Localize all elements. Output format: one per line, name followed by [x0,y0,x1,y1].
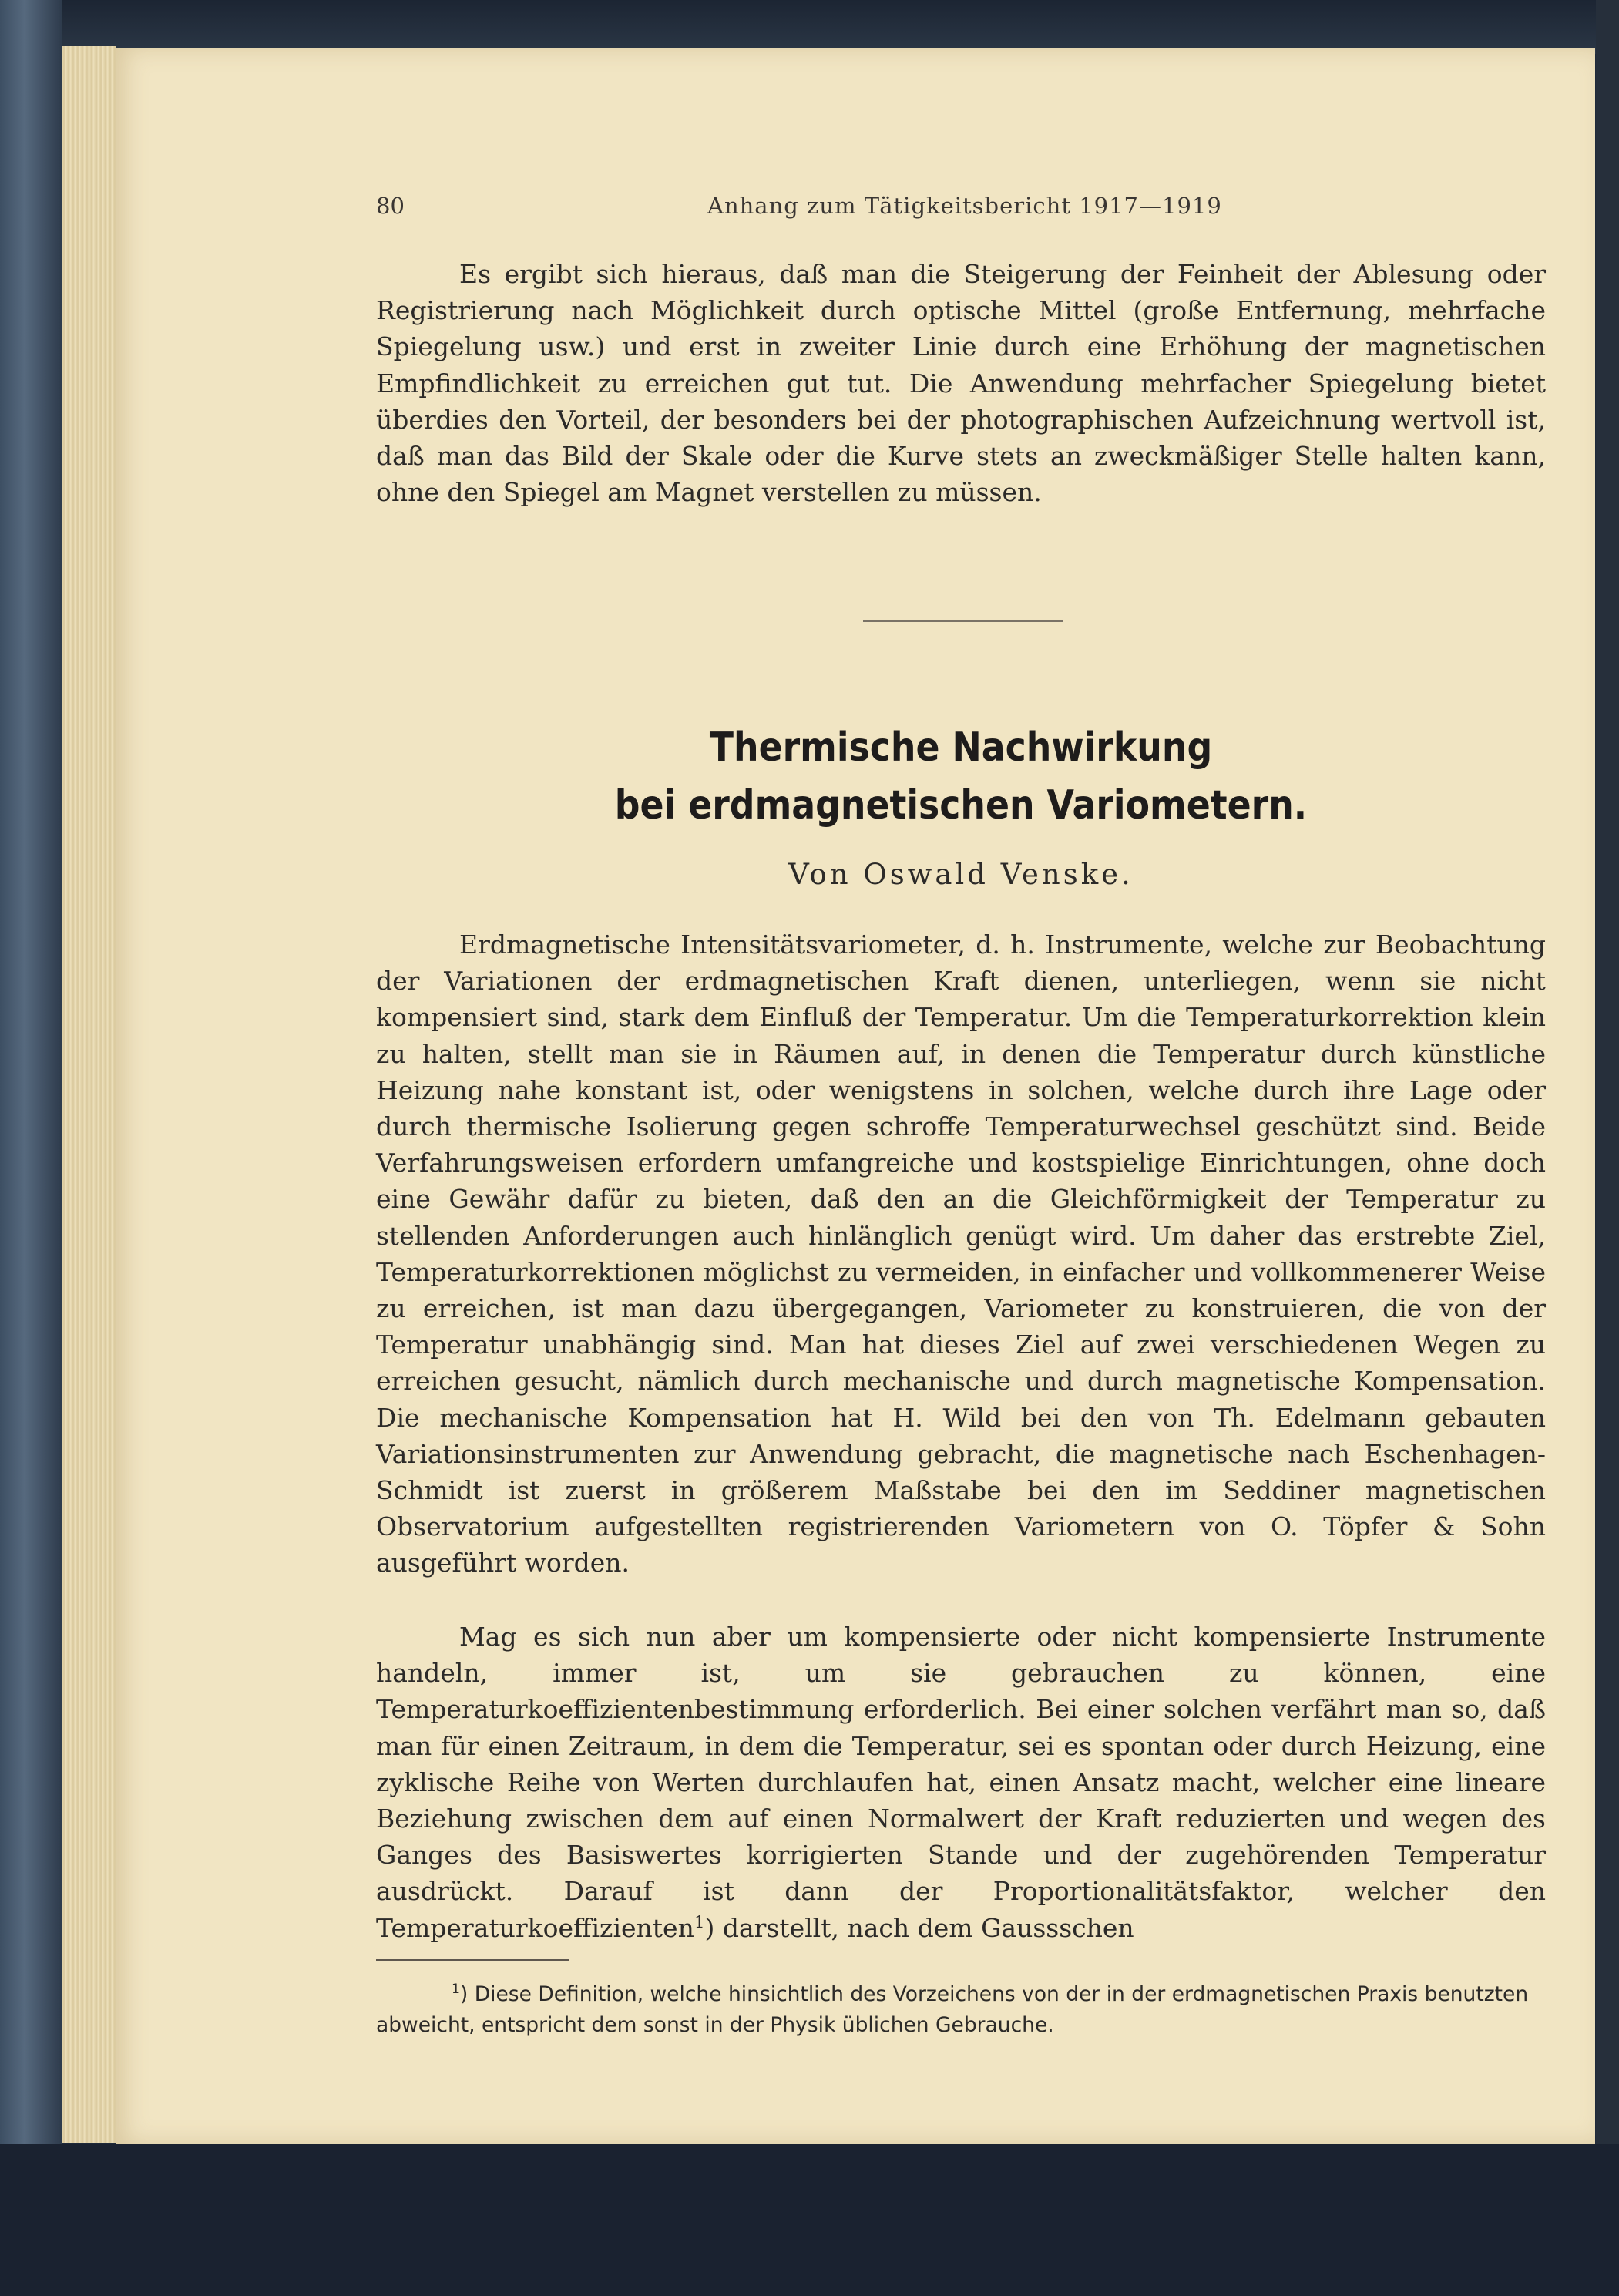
book-cover-right-edge [1596,0,1619,2296]
book-cover-top [0,0,1619,54]
page-edges [62,46,116,2143]
footnote: $^1$) Diese Definition, welche hinsichtlich des Vorzeichens von der in der erdmagnetischen Praxis benutzten abweicht, entspricht dem sonst in der Physik üblichen Gebrauche. [376,1982,1529,2037]
footnote-reference: 1 [694,1912,705,1932]
intro-paragraph: Es ergibt sich hieraus, daß man die Steigerung der Feinheit der Ablesung oder Registrierung nach Möglichkeit durch optische Mittel (große Entfernung, mehrfache Spiegelung usw.) und erst in zweiter Linie durch eine Erhöhung der magnetischen Empfindlichkeit zu erreichen gut tut. Die Anwendung mehrfacher Spiegelung bietet überdies den Vorteil, der besonders bei der photographischen Aufzeichnung wertvoll ist, daß man das Bild der Skale oder die Kurve stets an zweckmäßiger Stelle halten kann, ohne den Spiegel am Magnet verstellen zu müssen. [376,259,1546,508]
article-title-line1: Thermische Nachwirkung [709,724,1213,771]
body-paragraph-2-tail: darstellt, nach dem Gaussschen [714,1912,1134,1943]
section-separator [863,620,1063,622]
running-header [376,193,1546,224]
footnote-rule [376,1959,569,1961]
page-number: 80 [376,193,405,219]
body-paragraph-1: Erdmagnetische Intensitätsvariometer, d. h. Instrumente, welche zur Beobachtung der Variationen der erdmagnetischen Kraft dienen, unterliegen, wenn sie nicht kompensiert sind, stark dem Einfluß der Temperatur. Um die Temperaturkorrektion klein zu halten, stellt man sie in Räumen auf, in denen die Temperatur durch künstliche Heizung nahe konstant ist, oder wenigstens in solchen, welche durch ihre Lage oder durch thermische Isolierung gegen schroffe Temperaturwechsel geschützt sind. Beide Verfahrungsweisen erfordern umfangreiche und kostspielige Einrichtungen, ohne doch eine Gewähr dafür zu bieten, daß den an die Gleichförmigkeit der Temperatur zu stellenden Anforderungen auch hinlänglich genügt wird. Um daher das erstrebte Ziel, Temperaturkorrektionen möglichst zu vermeiden, in einfacher und vollkommenerer Weise zu erreichen, ist man dazu übergegangen, Variometer zu konstruieren, die von der Temperatur unabhängig sind. Man hat dieses Ziel auf zwei verschiedenen Wegen zu erreichen gesucht, nämlich durch mechanische und durch magnetische Kompensation. Die mechanische Kompensation hat H. Wild bei den von Th. Edelmann gebauten Variationsinstrumenten zur Anwendung gebracht, die magnetische nach Eschenhagen-Schmidt ist zuerst in größerem Maßstabe bei den im Seddiner magnetischen Observatorium aufgestellten registrierenden Variometern von O. Töpfer & Sohn ausgeführt worden. [376,929,1546,1578]
body-paragraph-2-text: Mag es sich nun aber um kompensierte oder nicht kompensierte Instrumente handeln, immer ist, um sie gebrauchen zu können, eine Temperaturkoeffizientenbestimmung erforderlich. Bei einer solchen verfährt man so, daß man für einen Zeitraum, in dem die Temperatur, sei es spontan oder durch Heizung, eine zyklische Reihe von Werten durchlaufen hat, einen Ansatz macht, welcher eine lineare Beziehung zwischen dem auf einen Normalwert der Kraft reduzierten und wegen des Ganges des Basiswertes korrigierten Stande und der zugehörenden Temperatur ausdrückt. Darauf ist dann der Proportionalitätsfaktor, welcher den Temperaturkoeffizienten [376,1622,1546,1943]
book-cover-spine [0,0,62,2296]
running-title: Anhang zum Tätigkeitsbericht 1917—1919 [707,193,1222,219]
footnote-text: Diese Definition, welche hinsichtlich des Vorzeichens von der in der erdmagnetischen Praxis benutzten abweicht, entspricht dem sonst in der Physik üblichen Gebrauche. [376,1982,1529,2037]
body-paragraph-2: Mag es sich nun aber um kompensierte oder nicht kompensierte Instrumente handeln, immer ist, um sie gebrauchen zu können, eine Temperaturkoeffizientenbestimmung erforderlich. Bei einer solchen verfährt man so, daß man für einen Zeitraum, in dem die Temperatur, sei es spontan oder durch Heizung, eine zyklische Reihe von Werten durchlaufen hat, einen Ansatz macht, welcher eine lineare Beziehung zwischen dem auf einen Normalwert der Kraft reduzierten und wegen des Ganges des Basiswertes korrigierten Stande und der zugehörenden Temperatur ausdrückt. Darauf ist dann der Proportionalitätsfaktor, welcher den Temperaturkoeffizienten$^1$) darstellt, nach dem Gaussschen [376,1622,1546,1943]
background-bottom [0,2144,1619,2296]
article-title-line2: bei erdmagnetischen Variometern. [614,782,1308,829]
footnote-marker: 1 [452,1982,460,1998]
article-author: Von Oswald Venske. [788,858,1134,891]
